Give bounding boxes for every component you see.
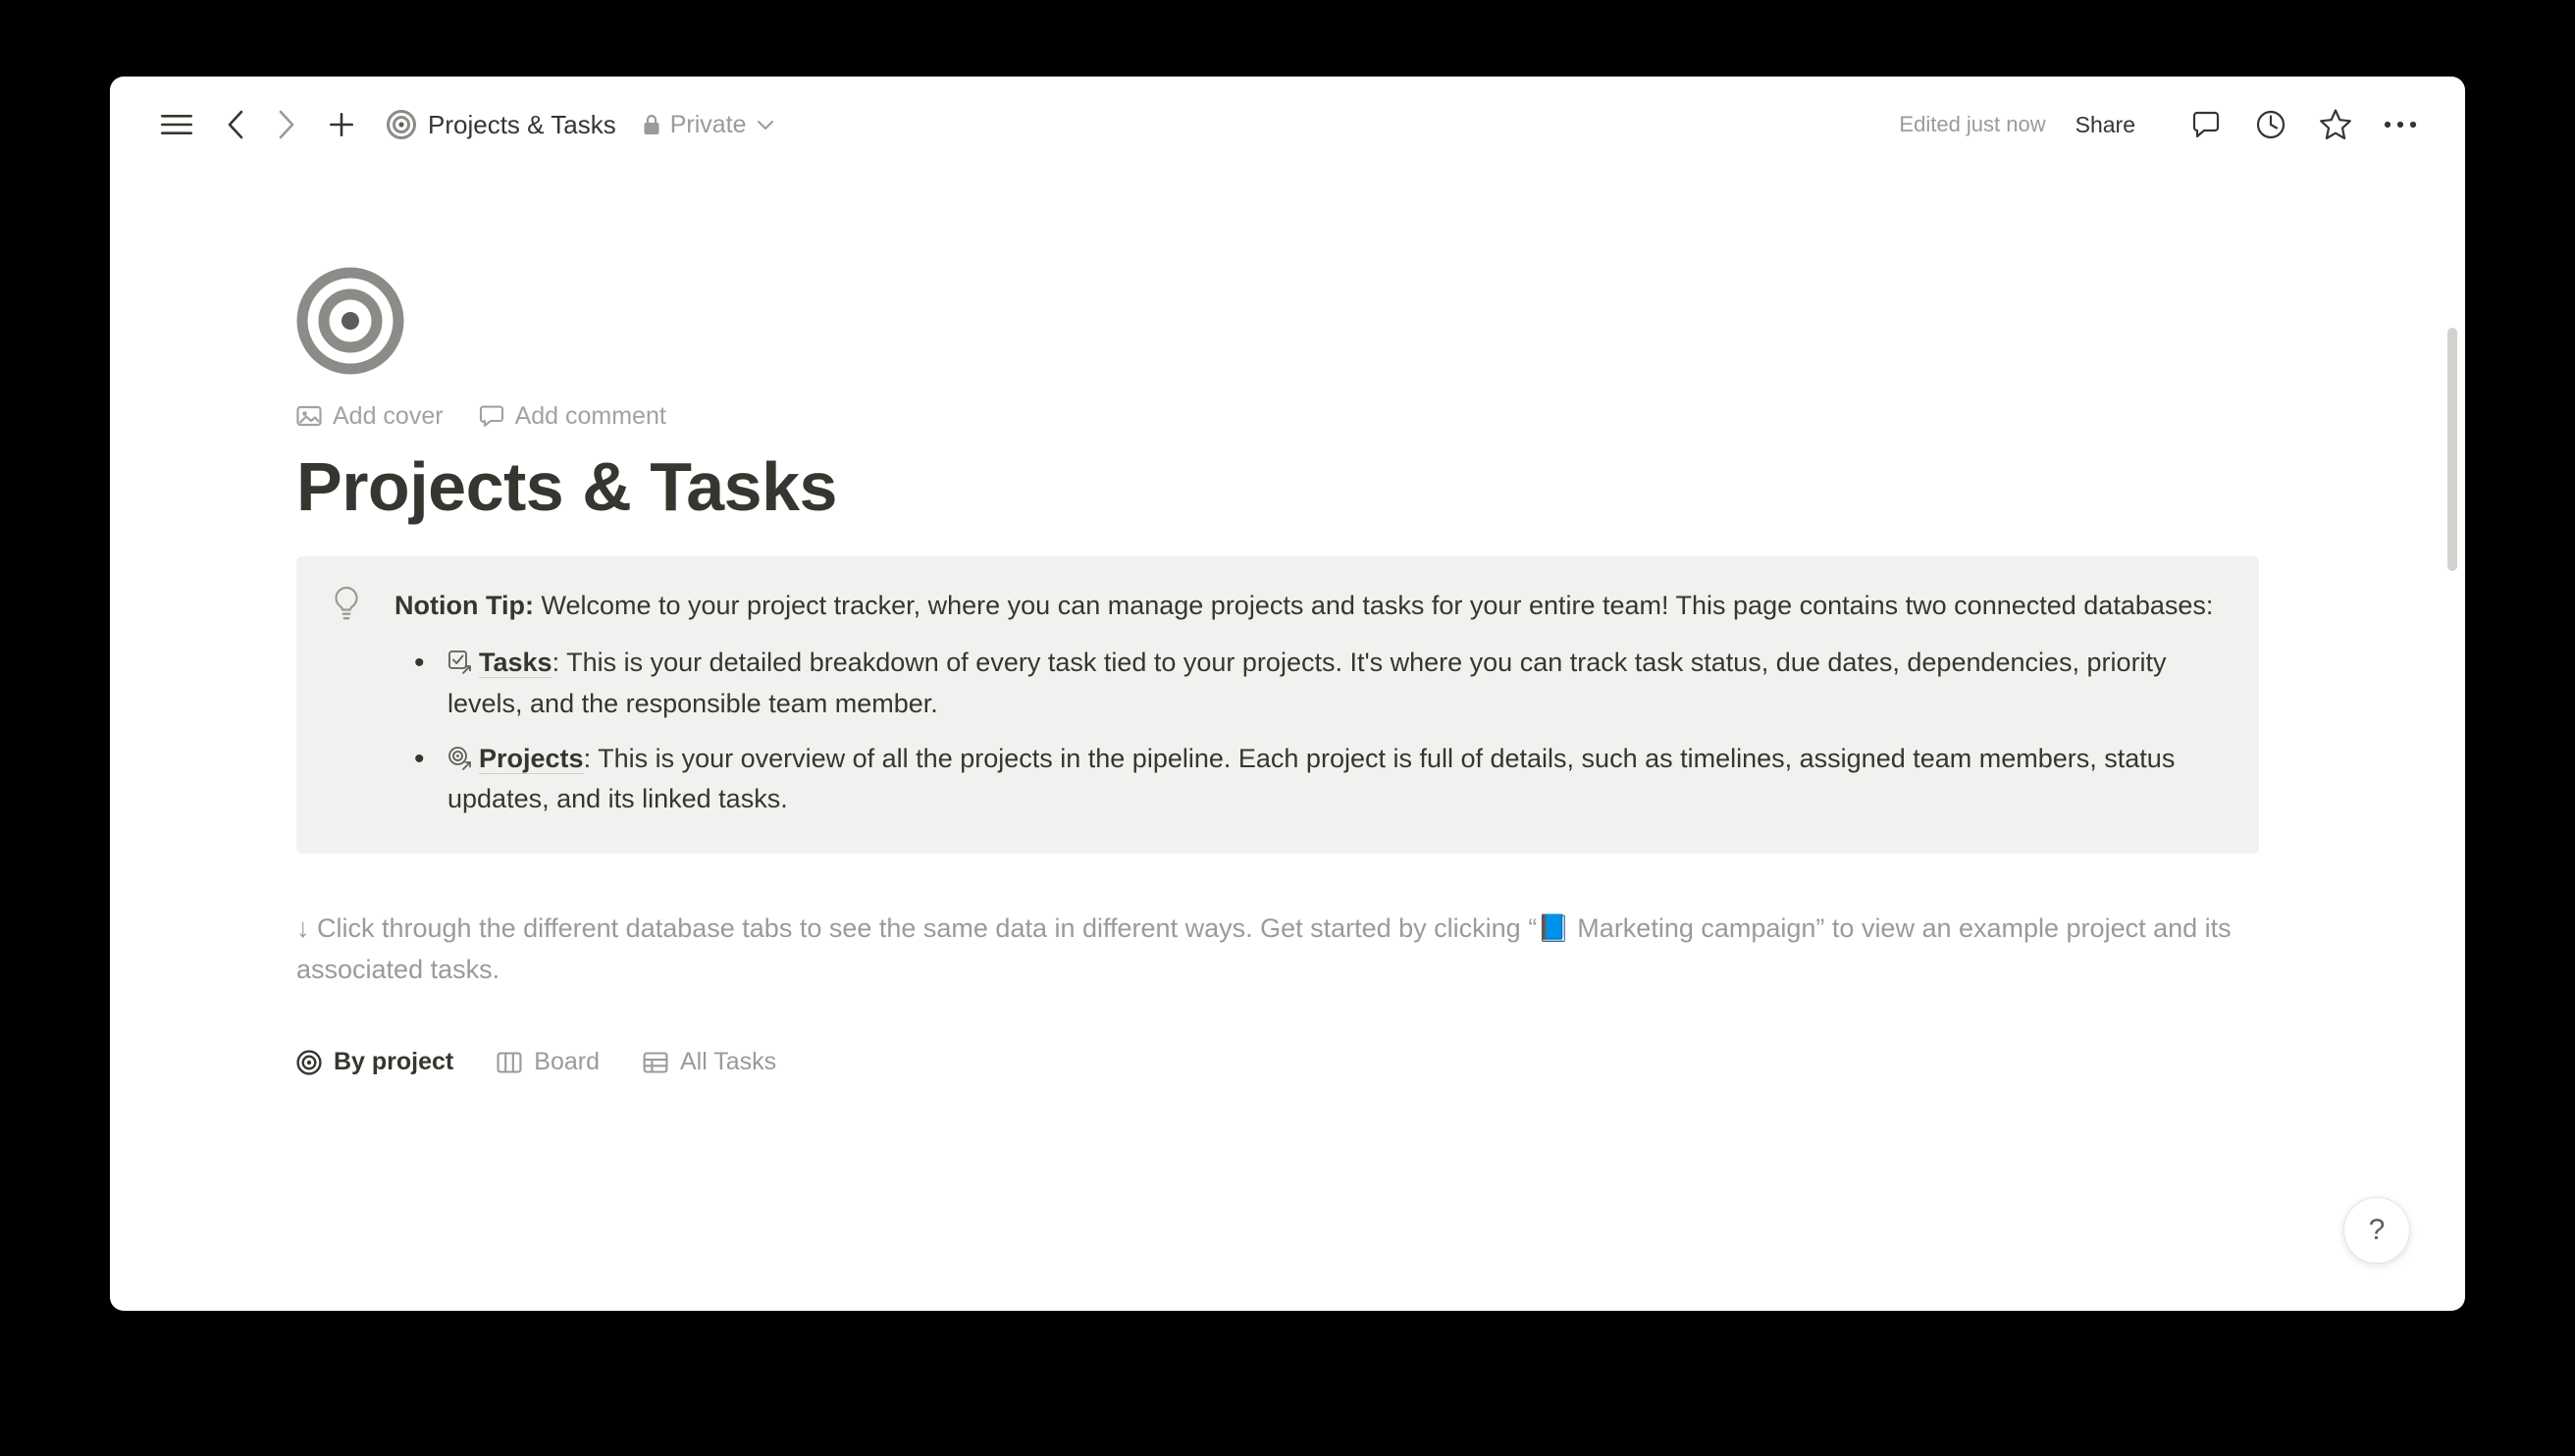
edited-status: Edited just now <box>1899 112 2046 136</box>
tab-by-project-label: By project <box>334 1048 454 1076</box>
chevron-right-icon[interactable] <box>261 97 312 152</box>
board-icon <box>497 1051 522 1074</box>
lock-icon <box>642 113 661 136</box>
share-button[interactable]: Share <box>2075 111 2135 137</box>
ellipsis-icon[interactable] <box>2375 99 2426 150</box>
callout-lead-text: Welcome to your project tracker, where you can manage projects and tasks for your entire team! This page contains two connected databases: <box>533 591 2214 620</box>
database-tabs <box>296 1038 2259 1087</box>
target-icon <box>296 1050 322 1075</box>
callout-list <box>394 643 2224 820</box>
tab-by-project[interactable] <box>296 1048 453 1076</box>
table-icon <box>643 1051 668 1074</box>
target-link-icon <box>447 746 473 771</box>
list-item <box>447 643 2224 725</box>
target-emoji <box>387 110 416 139</box>
content-column <box>296 267 2259 1087</box>
top-bar <box>110 77 2465 173</box>
help-button[interactable]: ? <box>2343 1197 2410 1264</box>
topbar-left-group <box>149 97 775 152</box>
hamburger-menu-icon[interactable] <box>149 97 204 152</box>
callout-lead-bold: Notion Tip: <box>394 591 534 620</box>
scrollbar-thumb[interactable] <box>2447 328 2457 571</box>
tab-all-tasks-label: All Tasks <box>679 1048 777 1076</box>
checkbox-link-icon <box>447 650 473 675</box>
light-bulb-emoji <box>332 586 371 820</box>
page-icon-target-emoji[interactable] <box>296 267 404 375</box>
breadcrumb[interactable] <box>387 110 616 140</box>
page-title[interactable]: Projects & Tasks <box>296 448 837 525</box>
page-scroll-area <box>110 173 2465 1311</box>
comment-icon[interactable] <box>2181 99 2232 150</box>
chevron-left-icon[interactable] <box>210 97 261 152</box>
tab-all-tasks[interactable] <box>643 1048 776 1076</box>
plus-icon[interactable] <box>314 97 369 152</box>
add-cover-label: Add cover <box>333 401 444 430</box>
breadcrumb-title[interactable]: Projects & Tasks <box>428 109 616 139</box>
callout-body <box>394 586 2224 820</box>
tasks-description: : This is your detailed breakdown of every task tied to your projects. It's where you can track task status, due dates, dependencies, priority levels, and the responsible team member. <box>447 647 2167 718</box>
scrollbar-track[interactable] <box>2451 181 2461 1299</box>
privacy-label[interactable]: Private <box>669 110 747 138</box>
list-item <box>447 739 2224 821</box>
add-comment-label: Add comment <box>514 401 666 430</box>
add-cover-button[interactable] <box>296 402 444 431</box>
page-content <box>110 173 2465 1087</box>
privacy-selector[interactable] <box>642 111 775 139</box>
notion-window <box>110 77 2465 1311</box>
projects-link[interactable]: Projects <box>479 743 584 773</box>
tasks-link[interactable]: Tasks <box>479 647 552 677</box>
tab-board-label: Board <box>534 1048 600 1076</box>
chevron-down-icon[interactable] <box>756 118 775 131</box>
clock-icon[interactable] <box>2245 99 2296 150</box>
comment-icon <box>479 404 504 428</box>
page-actions <box>296 396 2259 436</box>
tab-board[interactable] <box>497 1048 600 1076</box>
callout-block <box>296 556 2259 854</box>
projects-description: : This is your overview of all the projects in the pipeline. Each project is full of details, such as timelines, assigned team members, status updates, and its linked tasks. <box>447 743 2176 814</box>
add-comment-button[interactable] <box>479 402 666 431</box>
topbar-right-group <box>1899 99 2426 150</box>
star-icon[interactable] <box>2310 99 2361 150</box>
image-icon <box>296 404 322 428</box>
hint-paragraph: ↓ Click through the different database tabs to see the same data in different ways. Get started by clicking “📘 Marketing campaign” to view an example project and its associated tasks. <box>296 913 2232 985</box>
